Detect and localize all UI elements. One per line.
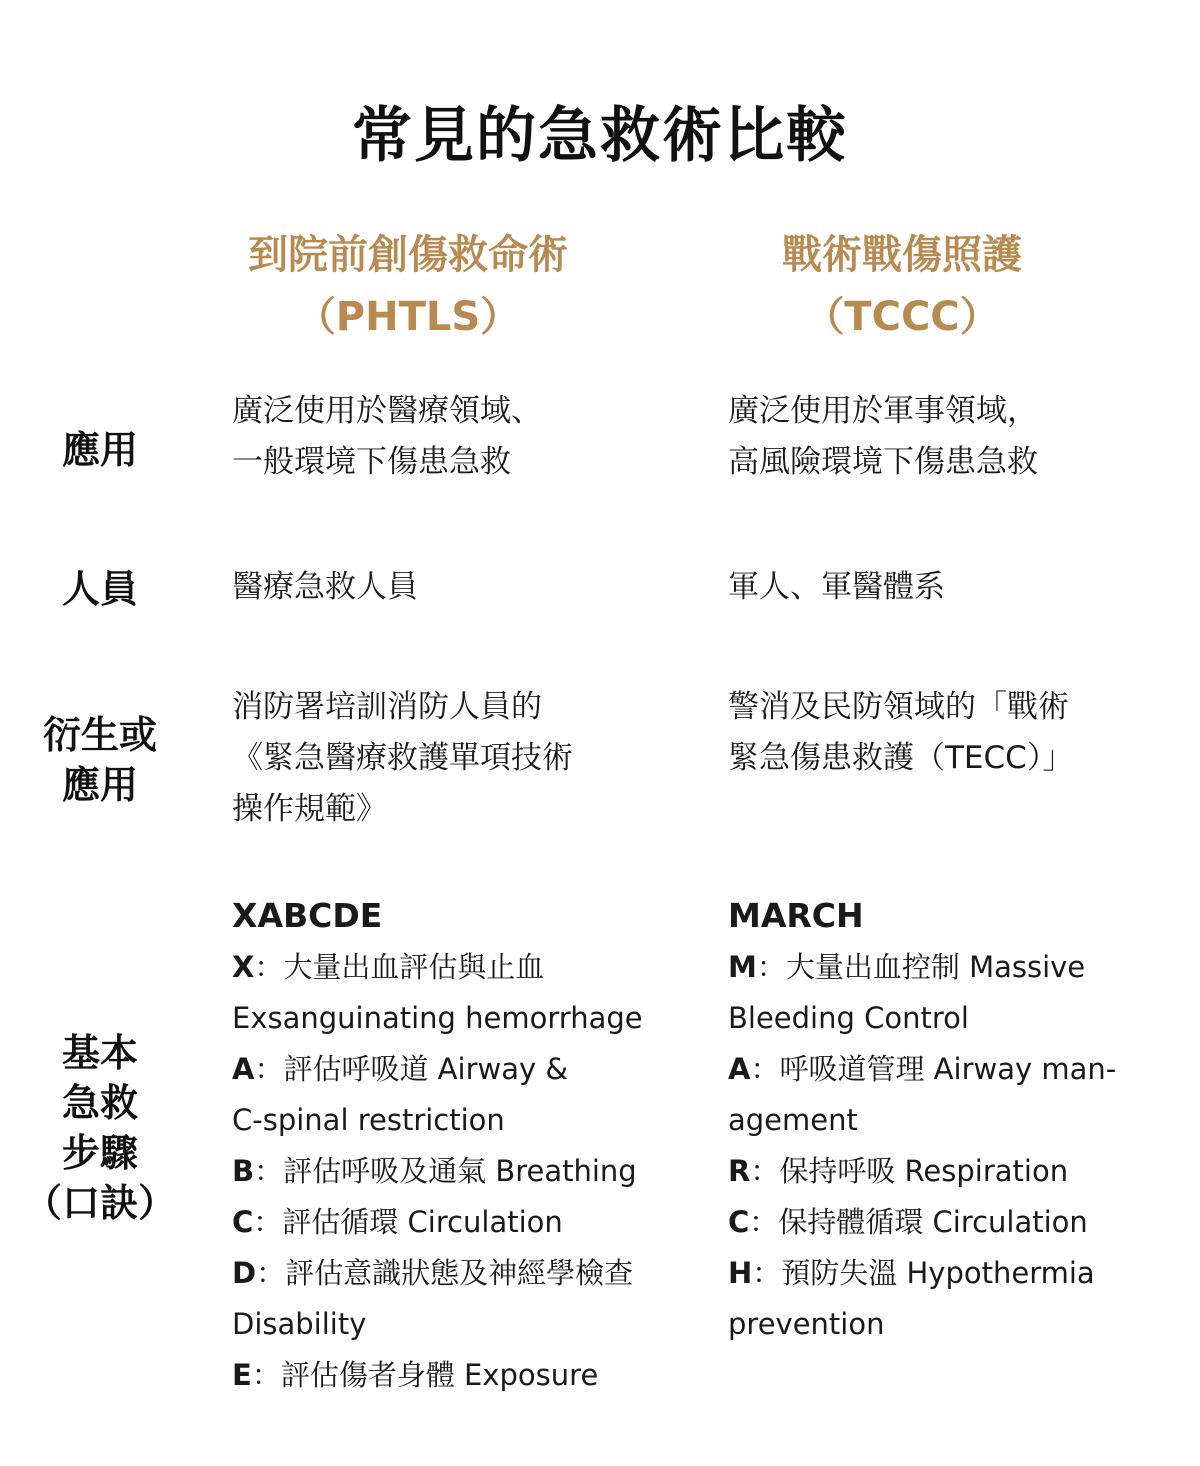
step-line	[232, 1095, 643, 1146]
steps-title: XABCDE	[232, 896, 383, 935]
row-label-line: （口訣）	[23, 1181, 176, 1225]
steps-phtls	[232, 890, 643, 1401]
step-line	[728, 1044, 1116, 1095]
step-text: ：大量出血控制 Massive	[756, 950, 1086, 984]
cell-line: 消防署培訓消防人員的	[232, 689, 542, 725]
step-text: ：保持呼吸 Respiration	[750, 1154, 1069, 1188]
step-text: Exsanguinating hemorrhage	[232, 1001, 643, 1035]
step-text: Disability	[232, 1307, 367, 1341]
step-key: A	[728, 1052, 751, 1086]
step-line	[728, 1299, 1116, 1350]
step-line	[232, 942, 643, 993]
step-key: H	[728, 1256, 753, 1290]
cell-line: 醫療急救人員	[232, 569, 418, 605]
cell-personnel-phtls	[232, 562, 418, 613]
step-line	[232, 1248, 643, 1299]
column-header-tccc	[672, 224, 1132, 348]
step-line	[728, 1095, 1116, 1146]
column-header-abbr: （TCCC）	[804, 294, 1000, 340]
step-line	[728, 993, 1116, 1044]
column-header-name: 到院前創傷救命術	[248, 232, 568, 278]
cell-line: 《緊急醫療救護單項技術	[232, 740, 573, 776]
cell-line: 警消及民防領域的「戰術	[728, 689, 1069, 725]
row-label-line: 步驟	[61, 1131, 138, 1175]
step-text: agement	[728, 1103, 858, 1137]
step-key: A	[232, 1052, 255, 1086]
step-key: R	[728, 1154, 751, 1188]
row-label-line: 衍生或	[42, 713, 157, 757]
row-label-application: 應用	[61, 428, 138, 472]
step-line	[232, 1197, 643, 1248]
step-text: ：評估意識狀態及神經學檢查	[256, 1256, 634, 1290]
row-label-steps	[20, 1028, 180, 1228]
step-line	[728, 1248, 1116, 1299]
row-label-derived	[20, 710, 180, 810]
step-key: B	[232, 1154, 255, 1188]
step-line	[728, 1197, 1116, 1248]
step-text: ：評估呼吸道 Airway &	[254, 1052, 568, 1086]
cell-line: 廣泛使用於軍事領域，	[728, 393, 1038, 429]
step-text: C-spinal restriction	[232, 1103, 505, 1137]
step-line	[728, 1146, 1116, 1197]
step-line	[232, 1044, 643, 1095]
page-title: 常見的急救術比較	[352, 101, 848, 171]
cell-line: 緊急傷患救護（TECC）」	[728, 740, 1074, 776]
step-line	[232, 1299, 643, 1350]
step-text: ：大量出血評估與止血	[254, 950, 545, 984]
cell-derived-tccc	[728, 682, 1073, 784]
step-key: C	[728, 1205, 750, 1239]
cell-line: 廣泛使用於醫療領域、	[232, 393, 542, 429]
cell-line: 軍人、軍醫體系	[728, 569, 945, 605]
cell-derived-phtls	[232, 682, 573, 835]
column-header-abbr: （PHTLS）	[295, 294, 521, 340]
step-text: ：評估循環 Circulation	[253, 1205, 563, 1239]
step-line	[232, 993, 643, 1044]
cell-line: 操作規範》	[232, 791, 387, 827]
step-key: E	[232, 1358, 252, 1392]
row-label-line: 基本	[61, 1031, 138, 1075]
step-key: X	[232, 950, 255, 984]
cell-application-phtls	[232, 386, 542, 488]
step-line	[728, 942, 1116, 993]
cell-personnel-tccc	[728, 562, 945, 613]
step-text: ：預防失溫 Hypothermia	[752, 1256, 1095, 1290]
column-header-name: 戰術戰傷照護	[782, 232, 1022, 278]
step-text: ：呼吸道管理 Airway man-	[750, 1052, 1117, 1086]
step-text: Bleeding Control	[728, 1001, 969, 1035]
step-text: ：評估呼吸及通氣 Breathing	[254, 1154, 637, 1188]
column-header-phtls	[178, 224, 638, 348]
cell-line: 高風險環境下傷患急救	[728, 444, 1038, 480]
step-key: M	[728, 950, 757, 984]
cell-line: 一般環境下傷患急救	[232, 444, 511, 480]
step-line	[232, 1146, 643, 1197]
step-line	[232, 1350, 643, 1401]
step-text: prevention	[728, 1307, 885, 1341]
steps-tccc	[728, 890, 1116, 1350]
row-label-line: 急救	[61, 1081, 138, 1125]
cell-application-tccc	[728, 386, 1038, 488]
step-text: ：評估傷者身體 Exposure	[251, 1358, 599, 1392]
steps-title: MARCH	[728, 896, 864, 935]
step-text: ：保持體循環 Circulation	[749, 1205, 1088, 1239]
row-label-personnel: 人員	[61, 567, 138, 611]
step-key: C	[232, 1205, 254, 1239]
step-key: D	[232, 1256, 257, 1290]
row-label-line: 應用	[61, 763, 138, 807]
